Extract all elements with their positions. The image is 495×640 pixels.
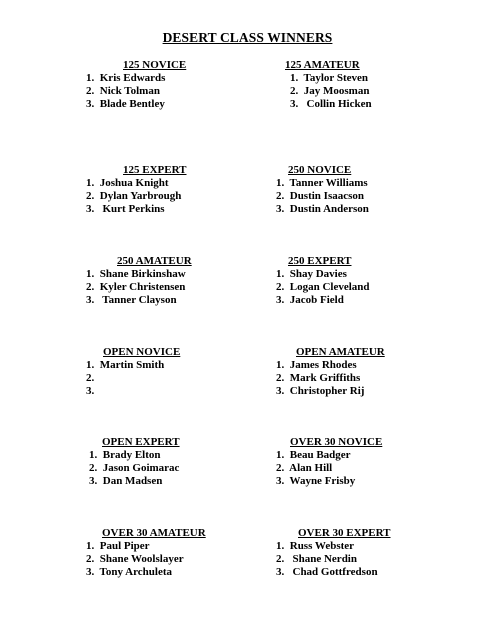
class-block-125-amateur — [276, 59, 476, 111]
winner-entry-2: 2. Shane Nerdin — [276, 553, 357, 565]
winner-entry-2: 2. Mark Griffiths — [276, 372, 361, 384]
class-block-over-30-amateur — [86, 527, 286, 579]
winner-entry-1: 1. Brady Elton — [89, 449, 161, 461]
winner-entry-2: 2. Dylan Yarbrough — [86, 190, 182, 202]
class-heading: 125 AMATEUR — [285, 59, 360, 71]
winner-entry-2: 2. Dustin Isaacson — [276, 190, 365, 202]
winner-entry-2: 2. Jay Moosman — [290, 85, 370, 97]
class-block-250-novice — [276, 164, 476, 216]
class-heading: 250 EXPERT — [288, 255, 352, 267]
winner-entry-3: 3. Kurt Perkins — [86, 203, 165, 215]
winner-entry-2: 2. Shane Woolslayer — [86, 553, 184, 565]
winner-entry-3: 3. Jacob Field — [276, 294, 344, 306]
class-heading: 250 NOVICE — [288, 164, 352, 176]
class-block-125-expert — [86, 164, 286, 216]
class-heading: OPEN AMATEUR — [296, 346, 385, 358]
class-heading: OVER 30 AMATEUR — [102, 527, 206, 539]
class-block-250-expert — [276, 255, 476, 307]
winner-entry-1: 1. Taylor Steven — [290, 72, 369, 84]
class-heading: OPEN NOVICE — [103, 346, 181, 358]
winner-entry-1: 1. James Rhodes — [276, 359, 357, 371]
winner-entry-2: 2. — [86, 372, 95, 384]
winner-entry-3: 3. Christopher Rij — [276, 385, 365, 397]
winner-entry-3: 3. Tanner Clayson — [86, 294, 177, 306]
class-block-125-novice — [86, 59, 286, 111]
winner-entry-1: 1. Kris Edwards — [86, 72, 166, 84]
winner-entry-3: 3. Chad Gottfredson — [276, 566, 378, 578]
winner-entry-1: 1. Shane Birkinshaw — [86, 268, 186, 280]
winner-entry-2: 2. Nick Tolman — [86, 85, 160, 97]
winner-entry-2: 2. Kyler Christensen — [86, 281, 186, 293]
winner-entry-1: 1. Paul Piper — [86, 540, 150, 552]
winner-entry-3: 3. Collin Hicken — [290, 98, 372, 110]
winner-entry-1: 1. Joshua Knight — [86, 177, 169, 189]
winner-entry-2: 2. Jason Goimarac — [89, 462, 180, 474]
winner-entry-2: 2. Alan Hill — [276, 462, 333, 474]
class-heading: OVER 30 EXPERT — [298, 527, 391, 539]
winner-entry-2: 2. Logan Cleveland — [276, 281, 370, 293]
class-heading: 250 AMATEUR — [117, 255, 192, 267]
class-block-open-expert — [86, 436, 286, 488]
winner-entry-1: 1. Martin Smith — [86, 359, 165, 371]
class-block-open-novice — [86, 346, 286, 398]
class-block-open-amateur — [276, 346, 476, 398]
class-heading: 125 EXPERT — [123, 164, 187, 176]
winner-entry-1: 1. Beau Badger — [276, 449, 351, 461]
class-block-over-30-expert — [276, 527, 476, 579]
class-block-over-30-novice — [276, 436, 476, 488]
winner-entry-3: 3. Tony Archuleta — [86, 566, 172, 578]
class-block-250-amateur — [86, 255, 286, 307]
winner-entry-3: 3. Dan Madsen — [89, 475, 163, 487]
winner-entry-1: 1. Tanner Williams — [276, 177, 368, 189]
winner-entry-3: 3. Wayne Frisby — [276, 475, 356, 487]
class-heading: OVER 30 NOVICE — [290, 436, 383, 448]
winner-entry-3: 3. — [86, 385, 95, 397]
class-heading: OPEN EXPERT — [102, 436, 180, 448]
winner-entry-3: 3. Dustin Anderson — [276, 203, 369, 215]
page-title: DESERT CLASS WINNERS — [162, 30, 333, 45]
winner-entry-3: 3. Blade Bentley — [86, 98, 165, 110]
winner-entry-1: 1. Shay Davies — [276, 268, 347, 280]
class-heading: 125 NOVICE — [123, 59, 187, 71]
winner-entry-1: 1. Russ Webster — [276, 540, 355, 552]
